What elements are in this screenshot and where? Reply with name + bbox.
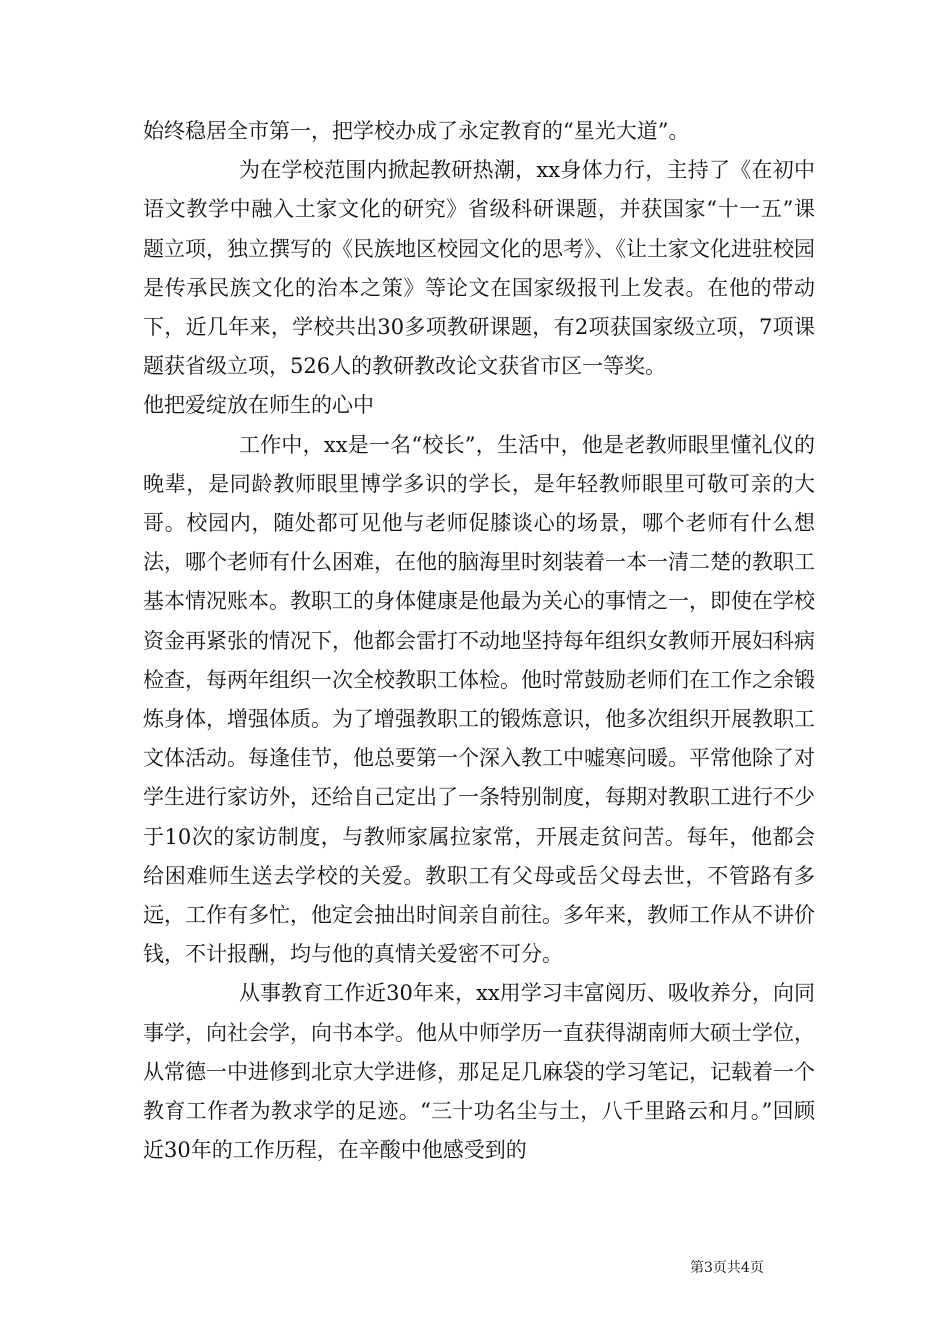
page-number-footer: 第3页共4页 <box>690 1260 764 1276</box>
section-heading: 他把爱绽放在师生的心中 <box>143 393 374 418</box>
paragraph-learning: 从事教育工作近30年来，xx用学习丰富阅历、吸收养分，向同事学，向社会学，向书本学。他从中师学历一直获得湖南师大硕士学位，从常德一中进修到北京大学进修，那足足几麻袋的学习笔记，记载着一个教育工作者为教求学的足迹。“三十功名尘与土，八千里路云和月。”回顾近30年的工作历程，在辛酸中他感受到的 <box>143 981 815 1163</box>
body-text <box>143 112 815 1170</box>
paragraph-care: 工作中，xx是一名“校长”，生活中，他是老教师眼里懂礼仪的晚辈，是同龄教师眼里博学多识的学长，是年轻教师眼里可敬可亲的大哥。校园内，随处都可见他与老师促膝谈心的场景，哪个老师有什么想法，哪个老师有什么困难，在他的脑海里时刻装着一本一清二楚的教职工基本情况账本。教职工的身体健康是他最为关心的事情之一，即使在学校资金再紧张的情况下，他都会雷打不动地坚持每年组织女教师开展妇科病检查，每两年组织一次全校教职工体检。他时常鼓励老师们在工作之余锻炼身体，增强体质。为了增强教职工的锻炼意识，他多次组织开展教职工文体活动。每逢佳节，他总要第一个深入教工中嘘寒问暖。平常他除了对学生进行家访外，还给自己定出了一条特别制度，每期对教职工进行不少于10次的家访制度，与教师家属拉家常，开展走贫问苦。每年，他都会给困难师生送去学校的关爱。教职工有父母或岳父母去世，不管路有多远，工作有多忙，他定会抽出时间亲自前往。多年来，教师工作从不讲价钱，不计报酬，均与他的真情关爱密不可分。 <box>143 432 815 967</box>
paragraph-continuation: 始终稳居全市第一，把学校办成了永定教育的“星光大道”。 <box>143 119 690 143</box>
paragraph-research: 为在学校范围内掀起教研热潮，xx身体力行，主持了《在初中语文教学中融入土家文化的研究》省级科研课题，并获国家“十一五”课题立项，独立撰写的《民族地区校园文化的思考》、《让土家文化进驻校园是传承民族文化的治本之策》等论文在国家级报刊上发表。在他的带动下，近几年来，学校共出30多项教研课题，有2项获国家级立项，7项课题获省级立项，526人的教研教改论文获省市区一等奖。 <box>143 158 815 379</box>
